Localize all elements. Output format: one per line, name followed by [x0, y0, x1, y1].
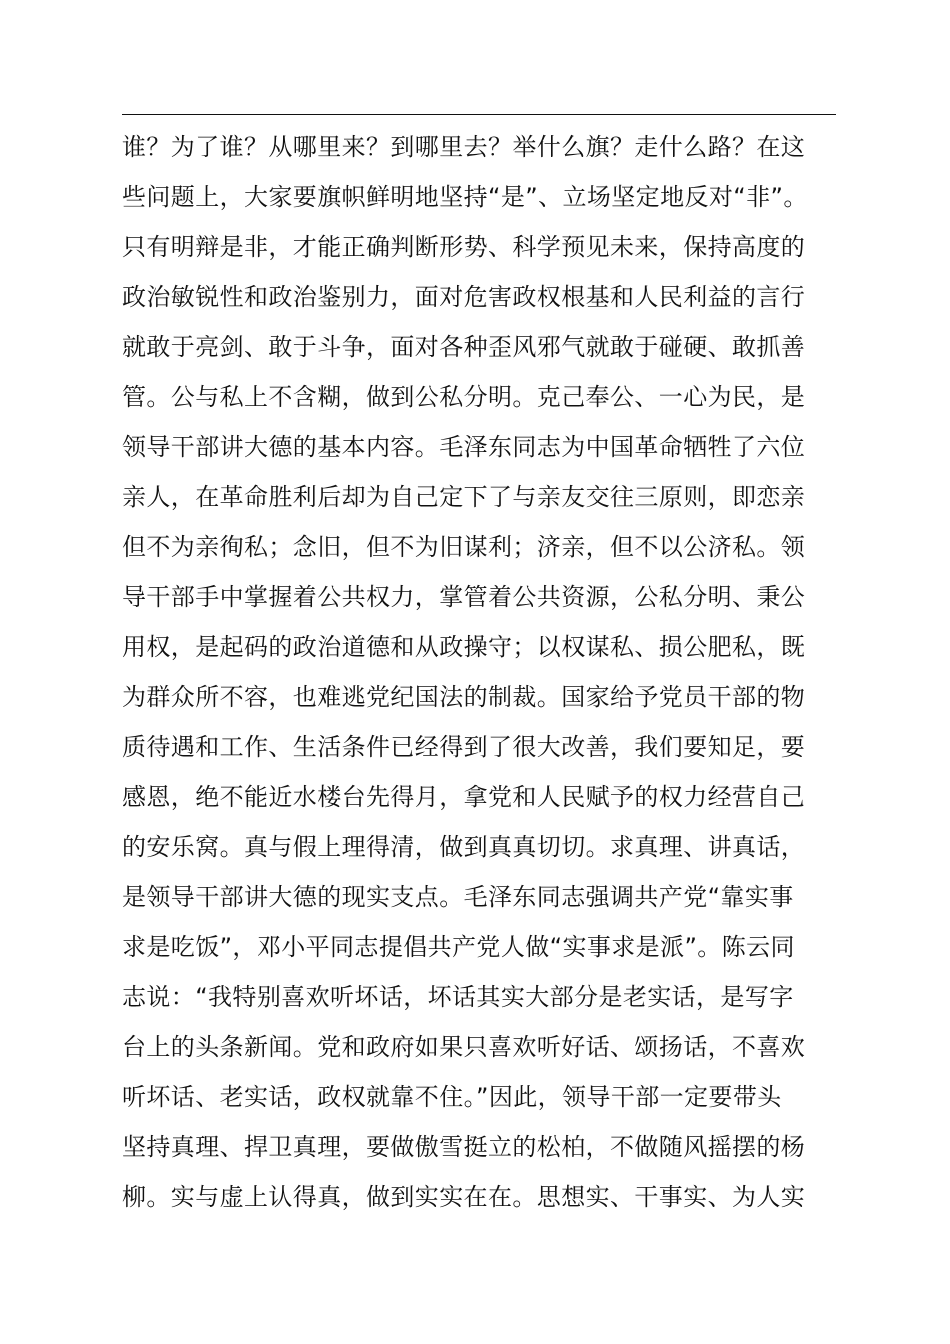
text-line: 谁？为了谁？从哪里来？到哪里去？举什么旗？走什么路？在这	[122, 133, 806, 161]
text-line: 导干部手中掌握着公共权力，掌管着公共资源，公私分明、秉公	[122, 583, 806, 611]
text-line: 为群众所不容，也难逃党纪国法的制裁。国家给予党员干部的物	[122, 683, 806, 711]
text-line: 台上的头条新闻。党和政府如果只喜欢听好话、颂扬话，不喜欢	[122, 1033, 806, 1061]
text-line: 领导干部讲大德的基本内容。毛泽东同志为中国革命牺牲了六位	[122, 433, 806, 461]
text-line: 的安乐窝。真与假上理得清，做到真真切切。求真理、讲真话，	[122, 833, 806, 861]
text-line: 质待遇和工作、生活条件已经得到了很大改善，我们要知足，要	[122, 733, 806, 761]
text-line: 柳。实与虚上认得真，做到实实在在。思想实、干事实、为人实	[122, 1183, 806, 1211]
body-text	[122, 122, 842, 1222]
text-line: 坚持真理、捍卫真理，要做傲雪挺立的松柏，不做随风摇摆的杨	[122, 1133, 806, 1161]
text-line: 但不为亲徇私；念旧，但不为旧谋利；济亲，但不以公济私。领	[122, 533, 806, 561]
text-line: 是领导干部讲大德的现实支点。毛泽东同志强调共产党“靠实事	[122, 883, 794, 911]
text-line: 只有明辩是非，才能正确判断形势、科学预见未来，保持高度的	[122, 233, 806, 261]
text-line: 求是吃饭”，邓小平同志提倡共产党人做“实事求是派”。陈云同	[122, 933, 795, 961]
text-line: 听坏话、老实话，政权就靠不住。”因此，领导干部一定要带头	[122, 1083, 782, 1111]
text-line: 感恩，绝不能近水楼台先得月，拿党和人民赋予的权力经营自己	[122, 783, 806, 811]
text-line: 些问题上，大家要旗帜鲜明地坚持“是”、立场坚定地反对“非”。	[122, 183, 808, 211]
text-line: 管。公与私上不含糊，做到公私分明。克己奉公、一心为民，是	[122, 383, 806, 411]
text-line: 政治敏锐性和政治鉴别力，面对危害政权根基和人民利益的言行	[122, 283, 806, 311]
text-line: 用权，是起码的政治道德和从政操守；以权谋私、损公肥私，既	[122, 633, 806, 661]
text-line: 亲人，在革命胜利后却为自己定下了与亲友交往三原则，即恋亲	[122, 483, 806, 511]
text-line: 志说：“我特别喜欢听坏话，坏话其实大部分是老实话，是写字	[122, 983, 794, 1011]
text-line: 就敢于亮剑、敢于斗争，面对各种歪风邪气就敢于碰硬、敢抓善	[122, 333, 806, 361]
header-rule	[122, 114, 836, 115]
